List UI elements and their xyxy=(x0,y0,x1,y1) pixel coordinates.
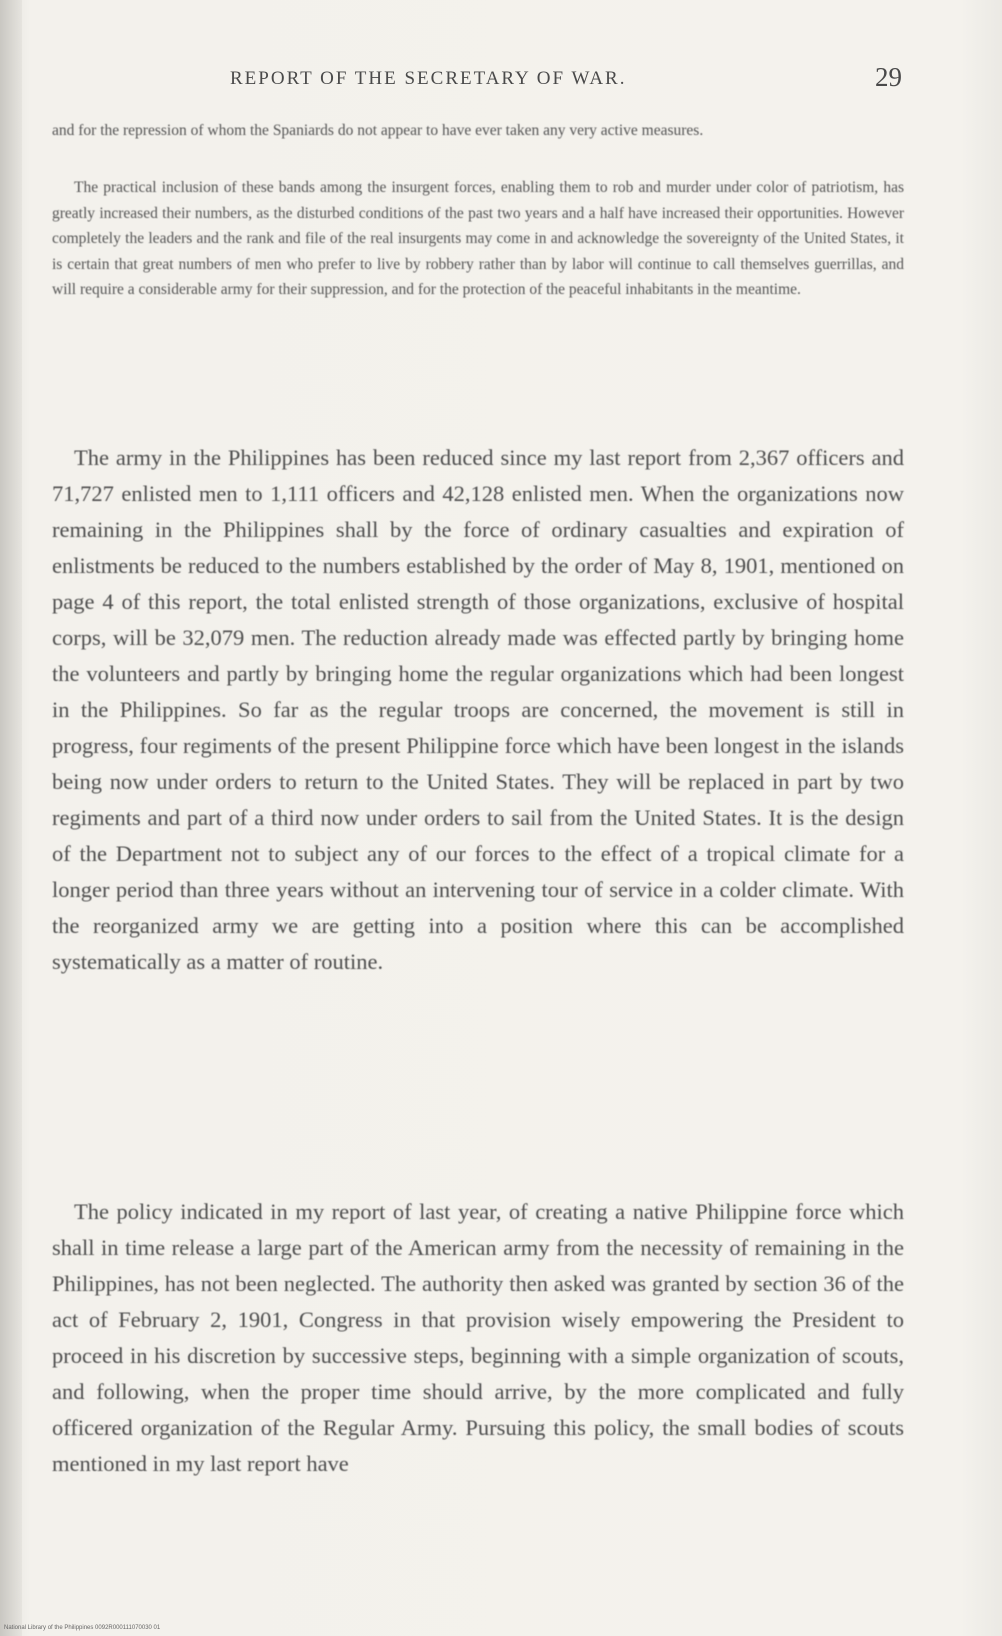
scan-footer: National Library of the Philippines 0092R000111070030 01 xyxy=(4,1625,161,1631)
page-binding-edge xyxy=(0,0,22,1636)
page-number: 29 xyxy=(875,62,902,92)
header-title: REPORT OF THE SECRETARY OF WAR. xyxy=(230,68,627,89)
paragraph-text: The policy indicated in my report of last year, of creating a native Philippine force which shall in time release a large part of the American army from the necessity of remaining in the Philippines, has not been neglected. The authority then asked was granted by section 36 of the act of February 2, 1901, Congress in that provision wisely empowering the President to proceed in his discretion by successive steps, beginning with a simple organization of scouts, and following, when the proper time should arrive, by the more complicated and fully officered organization of the Regular Army. Pursuing this policy, the small bodies of scouts mentioned in my last report have xyxy=(52,1199,904,1476)
paragraph-army-reduction xyxy=(52,440,904,980)
paragraph-text: The practical inclusion of these bands among the insurgent forces, enabling them to rob and murder under color of patriotism, has greatly increased their numbers, as the disturbed conditions of the past two years and a half have increased their opportunities. However completely the leaders and the rank and file of the real insurgents may come in and acknowledge the sovereignty of the United States, it is certain that great numbers of men who prefer to live by robbery rather than by labor will continue to call themselves guerrillas, and will require a considerable army for their suppression, and for the protection of the peaceful inhabitants in the meantime. xyxy=(52,179,904,298)
paragraph-guerrillas xyxy=(52,175,904,303)
paragraph-native-force xyxy=(52,1194,904,1482)
paragraph-text: The army in the Philippines has been reduced since my last report from 2,367 officers and 71,727 enlisted men to 1,111 officers and 42,128 enlisted men. When the organizations now remaining in the Philippines shall by the force of ordinary casualties and expiration of enlistments be reduced to the numbers established by the order of May 8, 1901, mentioned on page 4 of this report, the total enlisted strength of those organizations, exclusive of hospital corps, will be 32,079 men. The reduction already made was effected partly by bringing home the volunteers and partly by bringing home the regular organizations which had been longest in the Philippines. So far as the regular troops are concerned, the movement is still in progress, four regiments of the present Philippine force which have been longest in the islands being now under orders to return to the United States. They will be replaced in part by two regiments and part of a third now under orders to sail from the United States. It is the design of the Department not to subject any of our forces to the effect of a tropical climate for a longer period than three years without an intervening tour of service in a colder climate. With the reorganized army we are getting into a position where this can be accomplished systematically as a matter of routine. xyxy=(52,445,904,974)
paragraph-text: and for the repression of whom the Spaniards do not appear to have ever taken any very active measures. xyxy=(52,122,704,139)
paragraph-continuation xyxy=(52,118,904,144)
